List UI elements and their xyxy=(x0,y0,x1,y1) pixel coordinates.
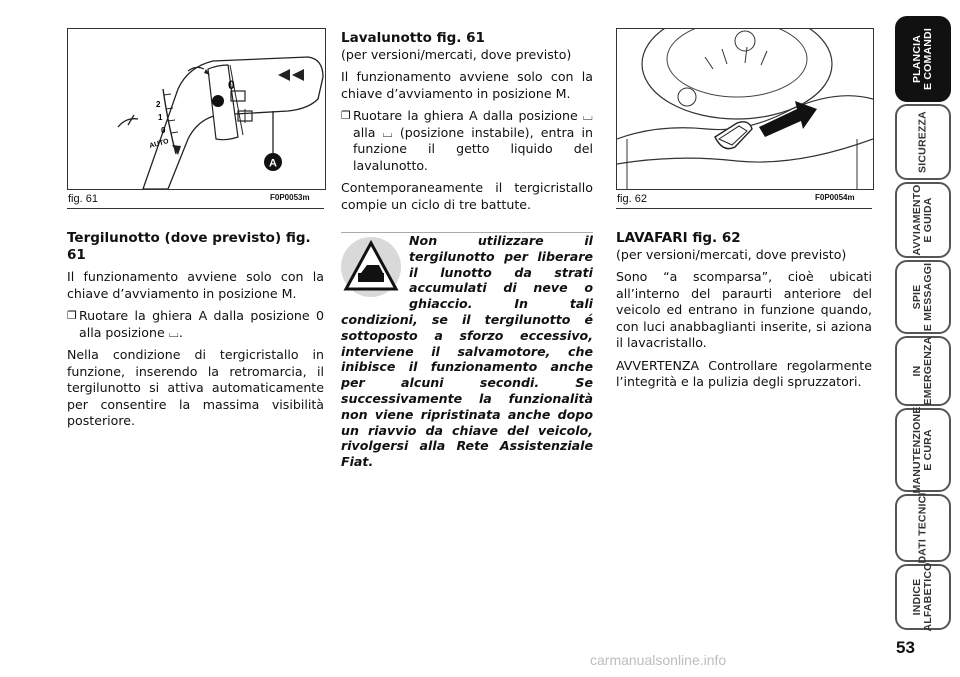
title-text: Lavalunotto fig. 61 xyxy=(341,30,485,46)
warning-text: Non utilizzare il tergilunotto per liberare il lunotto da strati accumulati di neve o ghiaccio. In tali condizioni, se il tergilunotto é sottoposto a sforzo eccessivo, interviene il salvamotore, che inibisce il funzionamento anche per alcuni secondi. Se successivamente la funzionalità non viene ripristinata anche dopo un riavvio da chiave del veicolo, rivolgersi alla Rete Assistenziale Fiat. xyxy=(341,233,593,470)
tab-label: AVVIAMENTO E GUIDA xyxy=(911,184,934,256)
section-title-lavalunotto xyxy=(341,30,593,63)
figure-61-caption: fig. 61 xyxy=(68,193,98,205)
figure-62-caption: fig. 62 xyxy=(617,193,647,205)
label-auto: AUTO xyxy=(148,138,170,150)
subtitle-text: (per versioni/mercati, dove previsto) xyxy=(616,246,847,262)
headlamp-washer-illustration xyxy=(617,29,873,189)
figure-62-rule xyxy=(616,208,872,209)
bullet-item xyxy=(67,308,324,341)
paragraph: Sono “a scomparsa”, cioè ubicati all’interno del paraurti anteriore del veicolo ed entrano in funzione quando, con luci anabbaglianti inserite, si aziona il lavacristallo. xyxy=(616,269,872,350)
tab-plancia[interactable] xyxy=(895,16,951,102)
bullet-text: Ruotare la ghiera A dalla posizione ⌴ alla ⌴ (posizione instabile), entra in funzione il getto liquido del lavalunotto. xyxy=(353,108,593,173)
section-title-tergilunotto: Tergilunotto (dove previsto) fig. 61 xyxy=(67,230,311,263)
subtitle-text: (per versioni/mercati, dove previsto) xyxy=(341,46,572,62)
label-0-top: 0 xyxy=(228,78,235,92)
column-lavalunotto xyxy=(341,30,593,219)
figure-62-code: F0P0054m xyxy=(815,193,855,202)
figure-61 xyxy=(67,28,326,190)
tab-emergenza[interactable] xyxy=(895,336,951,406)
bullet-text: Ruotare la ghiera A dalla posizione 0 alla posizione ⌴. xyxy=(79,308,324,340)
tab-manutenzione[interactable] xyxy=(895,408,951,492)
label-0: 0 xyxy=(161,126,166,135)
label-2: 2 xyxy=(156,100,161,109)
tab-dati-tecnici[interactable] xyxy=(895,494,951,562)
figure-61-rule xyxy=(67,208,324,209)
figure-61-code: F0P0053m xyxy=(270,193,310,202)
bullet-item xyxy=(341,108,593,174)
label-1: 1 xyxy=(158,113,163,122)
paragraph: Il funzionamento avviene solo con la chiave d’avviamento in posizione M. xyxy=(341,69,593,101)
section-title-lavafari xyxy=(616,230,872,263)
tab-label: MANUTENZIONE E CURA xyxy=(911,406,934,494)
checkbox-icon: ❐ xyxy=(67,309,77,322)
wiper-stalk-illustration xyxy=(68,29,325,189)
watermark: carmanualsonline.info xyxy=(590,652,727,668)
figure-62 xyxy=(616,28,874,190)
tab-indice[interactable] xyxy=(895,564,951,630)
label-a: A xyxy=(269,157,277,170)
paragraph: AVVERTENZA Controllare regolarmente l’integrità e la pulizia degli spruzzatori. xyxy=(616,357,872,389)
tab-label: PLANCIA E COMANDI xyxy=(911,28,934,90)
chapter-tabs xyxy=(887,0,960,677)
warning-box xyxy=(341,233,593,470)
title-text: LAVAFARI fig. 62 xyxy=(616,230,741,246)
checkbox-icon: ❐ xyxy=(341,109,351,122)
tab-spie[interactable] xyxy=(895,260,951,334)
paragraph: Contemporaneamente il tergicristallo compie un ciclo di tre battute. xyxy=(341,180,593,212)
tab-label: DATI TECNICI xyxy=(916,492,929,564)
tab-label: IN EMERGENZA xyxy=(911,336,934,406)
column-tergilunotto xyxy=(67,230,324,436)
tab-label: SICUREZZA xyxy=(916,111,929,173)
column-lavafari xyxy=(616,230,872,397)
tab-sicurezza[interactable] xyxy=(895,104,951,180)
tab-avviamento[interactable] xyxy=(895,182,951,258)
warning-icon xyxy=(341,237,401,297)
page-number: 53 xyxy=(896,638,915,657)
tab-label: SPIE E MESSAGGI xyxy=(911,262,934,332)
paragraph: Il funzionamento avviene solo con la chiave d’avviamento in posizione M. xyxy=(67,269,324,301)
tab-label: INDICE ALFABETICO xyxy=(911,562,934,632)
paragraph: Nella condizione di tergicristallo in funzione, inserendo la retromarcia, il tergilunotto si attiva automaticamente per consentire la massima visibilità posteriore. xyxy=(67,347,324,428)
